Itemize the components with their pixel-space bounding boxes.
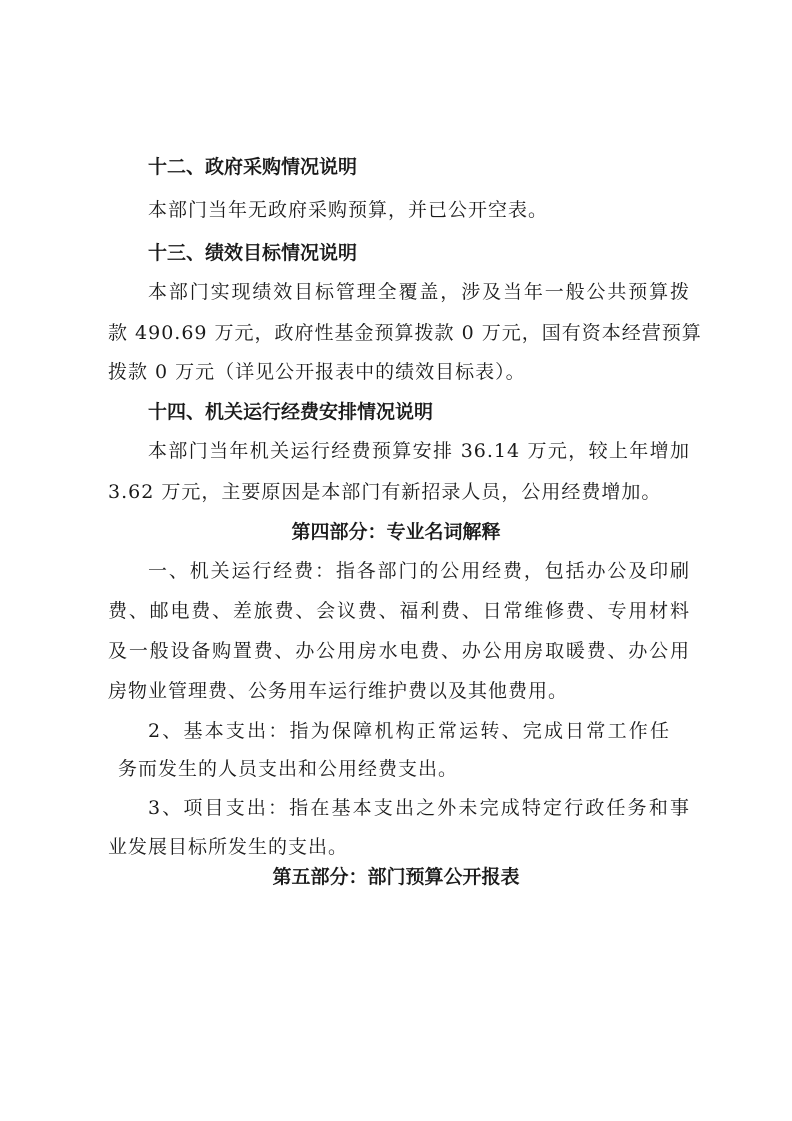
section-13-body-line-1: 本部门实现绩效目标管理全覆盖，涉及当年一般公共预算拨 — [148, 281, 690, 303]
part-5-title: 第五部分：部门预算公开报表 — [272, 866, 520, 888]
section-13-heading: 十三、绩效目标情况说明 — [148, 242, 358, 264]
term-1-line-4: 房物业管理费、公务用车运行维护费以及其他费用。 — [108, 680, 569, 702]
term-3-line-1: 3、项目支出：指在基本支出之外未完成特定行政任务和事 — [148, 797, 690, 819]
term-1-line-3: 及一般设备购置费、办公用房水电费、办公用房取暖费、办公用 — [108, 640, 690, 662]
part-4-title: 第四部分：专业名词解释 — [291, 521, 501, 543]
section-13-body-line-3: 拨款 0 万元（详见公开报表中的绩效目标表）。 — [108, 361, 526, 383]
term-2-line-1: 2、基本支出：指为保障机构正常运转、完成日常工作任 — [148, 720, 670, 742]
section-14-body-line-2: 3.62 万元，主要原因是本部门有新招录人员，公用经费增加。 — [108, 481, 662, 503]
section-14-body-line-1: 本部门当年机关运行经费预算安排 36.14 万元，较上年增加 — [148, 440, 690, 462]
term-1-line-2: 费、邮电费、差旅费、会议费、福利费、日常维修费、专用材料 — [108, 600, 690, 622]
term-1-line-1: 一、机关运行经费：指各部门的公用经费，包括办公及印刷 — [148, 560, 690, 582]
term-3-line-2: 业发展目标所发生的支出。 — [108, 836, 349, 858]
term-2-line-2: 务而发生的人员支出和公用经费支出。 — [118, 758, 459, 780]
section-12-body: 本部门当年无政府采购预算，并已公开空表。 — [148, 199, 549, 221]
section-13-body-line-2: 款 490.69 万元，政府性基金预算拨款 0 万元，国有资本经营预算 — [108, 322, 702, 344]
section-12-heading: 十二、政府采购情况说明 — [148, 156, 358, 178]
section-14-heading: 十四、机关运行经费安排情况说明 — [148, 401, 434, 423]
